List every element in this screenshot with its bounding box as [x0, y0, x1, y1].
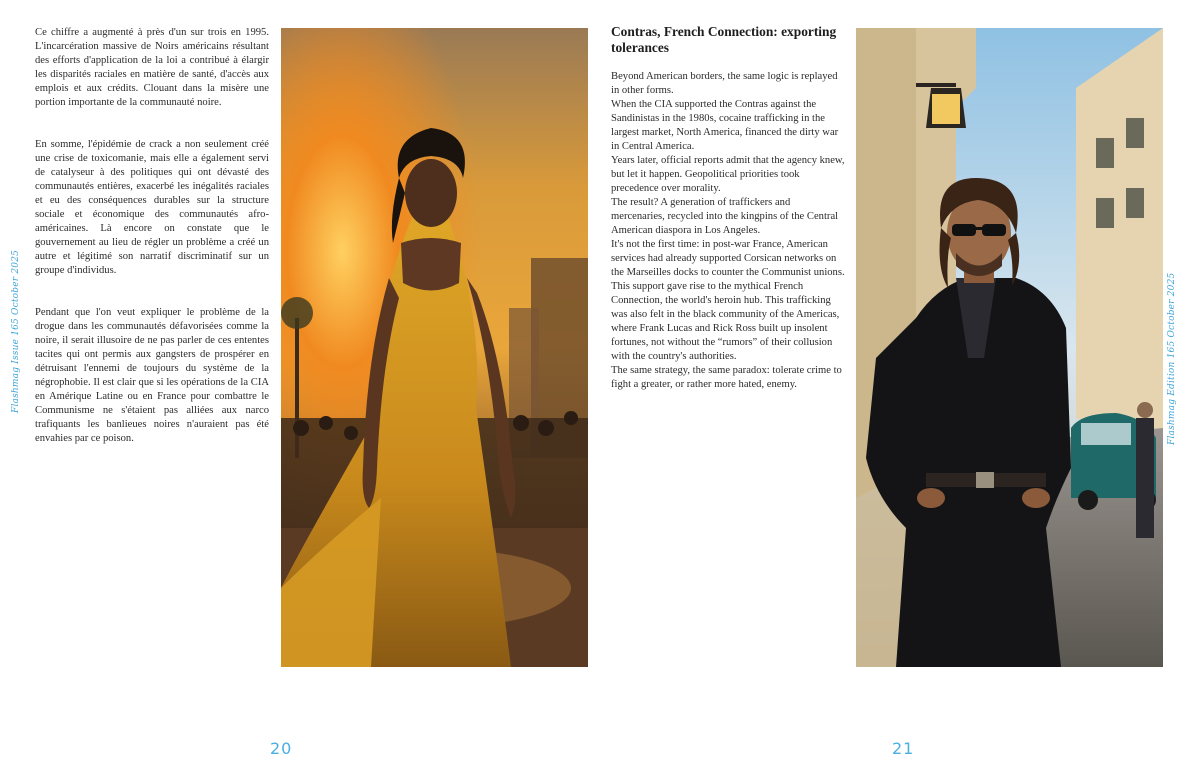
- page-number: 20: [270, 739, 293, 758]
- right-article-column: [611, 24, 845, 392]
- paragraph: The result? A generation of traffickers and mercenaries, recycled into the kingpins of the Central American diaspora in Los Angeles.: [611, 197, 839, 236]
- man-leather-jacket-illustration: [856, 28, 1163, 667]
- page-number: 21: [892, 739, 915, 758]
- paragraph: Beyond American borders, the same logic is replayed in other forms.: [611, 71, 838, 96]
- woman-yellow-dress-illustration: [281, 28, 588, 667]
- paragraph: It's not the first time: in post-war France, American services had already supported Corsican networks on the Marseilles docks to counter the Communist unions. This support gave rise to the mythical French Connection, the world's heroin hub. This trafficking was also felt in the black community of the Americas, where Frank Lucas and Rick Ross built up insolent fortunes, not without the “rumors” of their collusion with the country's authorities.: [611, 239, 845, 362]
- paragraph: Years later, official reports admit that the agency knew, but let it happen. Geopolitical priorities took precedence over morality.: [611, 155, 845, 194]
- left-article-column: [35, 26, 269, 474]
- left-side-label: Flashmag Issue 165 October 2025: [11, 249, 21, 413]
- paragraph: The same strategy, the same paradox: tolerate crime to fight a greater, or rather more hated, enemy.: [611, 365, 842, 390]
- paragraph: Pendant que l'on veut expliquer le problème de la drogue dans les communautés défavorisées comme la noire, il serait illusoire de ne pas parler de ces ententes tacites qui ont permis aux gangsters de prospérer en détruisant l'ennemi de toujours du système de la négrophobie. Il est clair que si les opérations de la CIA en Amérique Latine ou en France pour combattre le Communisme ne s'étaient pas alliées aux narco trafiquants les banlieues noires n'auraient pas été envahies par ce poison.: [35, 307, 269, 444]
- article-heading: Contras, French Connection: exporting tolerances: [611, 24, 837, 55]
- paragraph: En somme, l'épidémie de crack a non seulement créé une crise de toxicomanie, mais elle a également servi de catalyseur à des politiques qui ont dévasté des communautés entières, exacerbé les inégalités raciales et eu des conséquences durables sur la structure sociale et économique des communautés afro-américaines. Là encore on constate que le gouvernement au lieu de régler un problème a créé un autre et légitimé son narratif discriminatif sur un groupe d'individus.: [35, 139, 269, 276]
- right-side-label: Flashmag Edition 165 October 2025: [1167, 272, 1177, 445]
- paragraph: When the CIA supported the Contras against the Sandinistas in the 1980s, cocaine trafficking in the largest market, North America, financed the dirty war in Central America.: [611, 99, 839, 152]
- paragraph: Ce chiffre a augmenté à près d'un sur trois en 1995. L'incarcération massive de Noirs américains résultant des efforts d'application de la loi a contribué à élargir les disparités raciales en matière de santé, d'accès aux emplois et aux crédits. Clouant dans la misère une portion importante de la communauté noire.: [35, 27, 269, 108]
